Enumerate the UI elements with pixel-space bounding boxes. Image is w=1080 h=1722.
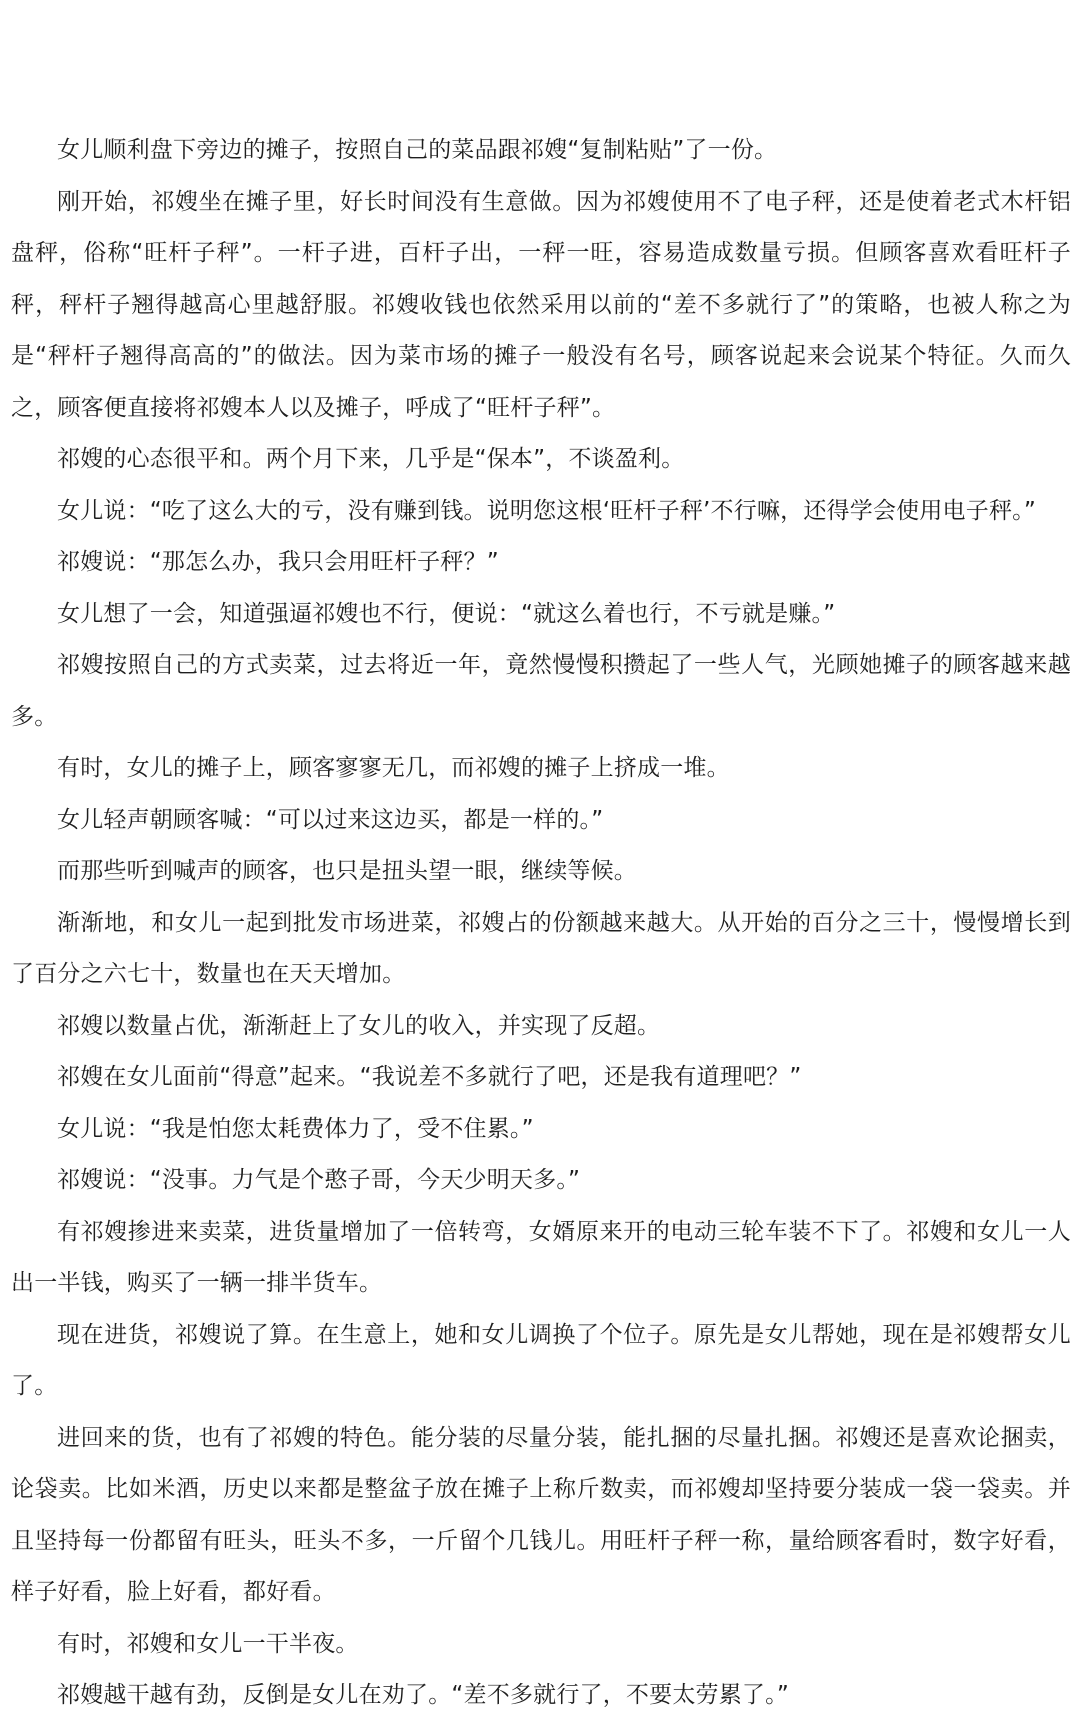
paragraph: 进回来的货，也有了祁嫂的特色。能分装的尽量分装，能扎捆的尽量扎捆。祁嫂还是喜欢论捆卖，论袋卖。比如米酒，历史以来都是整盆子放在摊子上称斤数卖，而祁嫂却坚持要分装成一袋一袋卖。并且坚持每一份都留有旺头，旺头不多，一斤留个几钱儿。用旺杆子秤一称，量给顾客看时，数字好看，样子好看，脸上好看，都好看。 — [11, 1424, 1071, 1605]
paragraph: 女儿顺利盘下旁边的摊子，按照自己的菜品跟祁嫂“复制粘贴”了一份。 — [57, 137, 778, 163]
paragraph: 女儿轻声朝顾客喊：“可以过来这边买，都是一样的。” — [57, 806, 604, 833]
paragraph: 女儿想了一会，知道强逼祁嫂也不行，便说：“就这么着也行，不亏就是赚。” — [57, 600, 836, 627]
paragraph: 有时，女儿的摊子上，顾客寥寥无几，而祁嫂的摊子上挤成一堆。 — [57, 755, 730, 781]
paragraph: 祁嫂以数量占优，渐渐赶上了女儿的收入，并实现了反超。 — [57, 1012, 661, 1039]
paragraph: 女儿说：“我是怕您太耗费体力了，受不住累。” — [57, 1115, 534, 1142]
paragraph: 女儿说：“吃了这么大的亏，没有赚到钱。说明您这根‘旺杆子秤’不行嘛，还得学会使用电子秤。” — [57, 497, 1036, 524]
paragraph: 有祁嫂掺进来卖菜，进货量增加了一倍转弯，女婿原来开的电动三轮车装不下了。祁嫂和女儿一人出一半钱，购买了一辆一排半货车。 — [11, 1218, 1071, 1296]
paragraph: 有时，祁嫂和女儿一干半夜。 — [57, 1630, 359, 1657]
paragraph: 渐渐地，和女儿一起到批发市场进菜，祁嫂占的份额越来越大。从开始的百分之三十，慢慢增长到了百分之六七十，数量也在天天增加。 — [11, 909, 1071, 987]
paragraph: 祁嫂在女儿面前“得意”起来。“我说差不多就行了吧，还是我有道理吧？” — [57, 1064, 802, 1090]
paragraph: 祁嫂按照自己的方式卖菜，过去将近一年，竟然慢慢积攒起了一些人气，光顾她摊子的顾客越来越多。 — [11, 652, 1071, 730]
paragraph: 祁嫂的心态很平和。两个月下来，几乎是“保本”，不谈盈利。 — [57, 446, 685, 472]
paragraph: 现在进货，祁嫂说了算。在生意上，她和女儿调换了个位子。原先是女儿帮她，现在是祁嫂帮女儿了。 — [11, 1321, 1071, 1399]
paragraph: 刚开始，祁嫂坐在摊子里，好长时间没有生意做。因为祁嫂使用不了电子秤，还是使着老式木杆铝盘秤，俗称“旺杆子秤”。一杆子进，百杆子出，一秤一旺，容易造成数量亏损。但顾客喜欢看旺杆子秤，秤杆子翘得越高心里越舒服。祁嫂收钱也依然采用以前的“差不多就行了”的策略，也被人称之为是“秤杆子翘得高高的”的做法。因为菜市场的摊子一般没有名号，顾客说起来会说某个特征。久而久之，顾客便直接将祁嫂本人以及摊子，呼成了“旺杆子秤”。 — [11, 188, 1071, 421]
paragraph: 而那些听到喊声的顾客，也只是扭头望一眼，继续等候。 — [57, 858, 637, 884]
paragraph: 祁嫂说：“那怎么办，我只会用旺杆子秤？” — [57, 549, 499, 575]
paragraph: 祁嫂说：“没事。力气是个憨子哥，今天少明天多。” — [57, 1167, 581, 1193]
paragraph: 祁嫂越干越有劲，反倒是女儿在劝了。“差不多就行了，不要太劳累了。” — [57, 1682, 789, 1708]
article-body — [11, 125, 1071, 1722]
